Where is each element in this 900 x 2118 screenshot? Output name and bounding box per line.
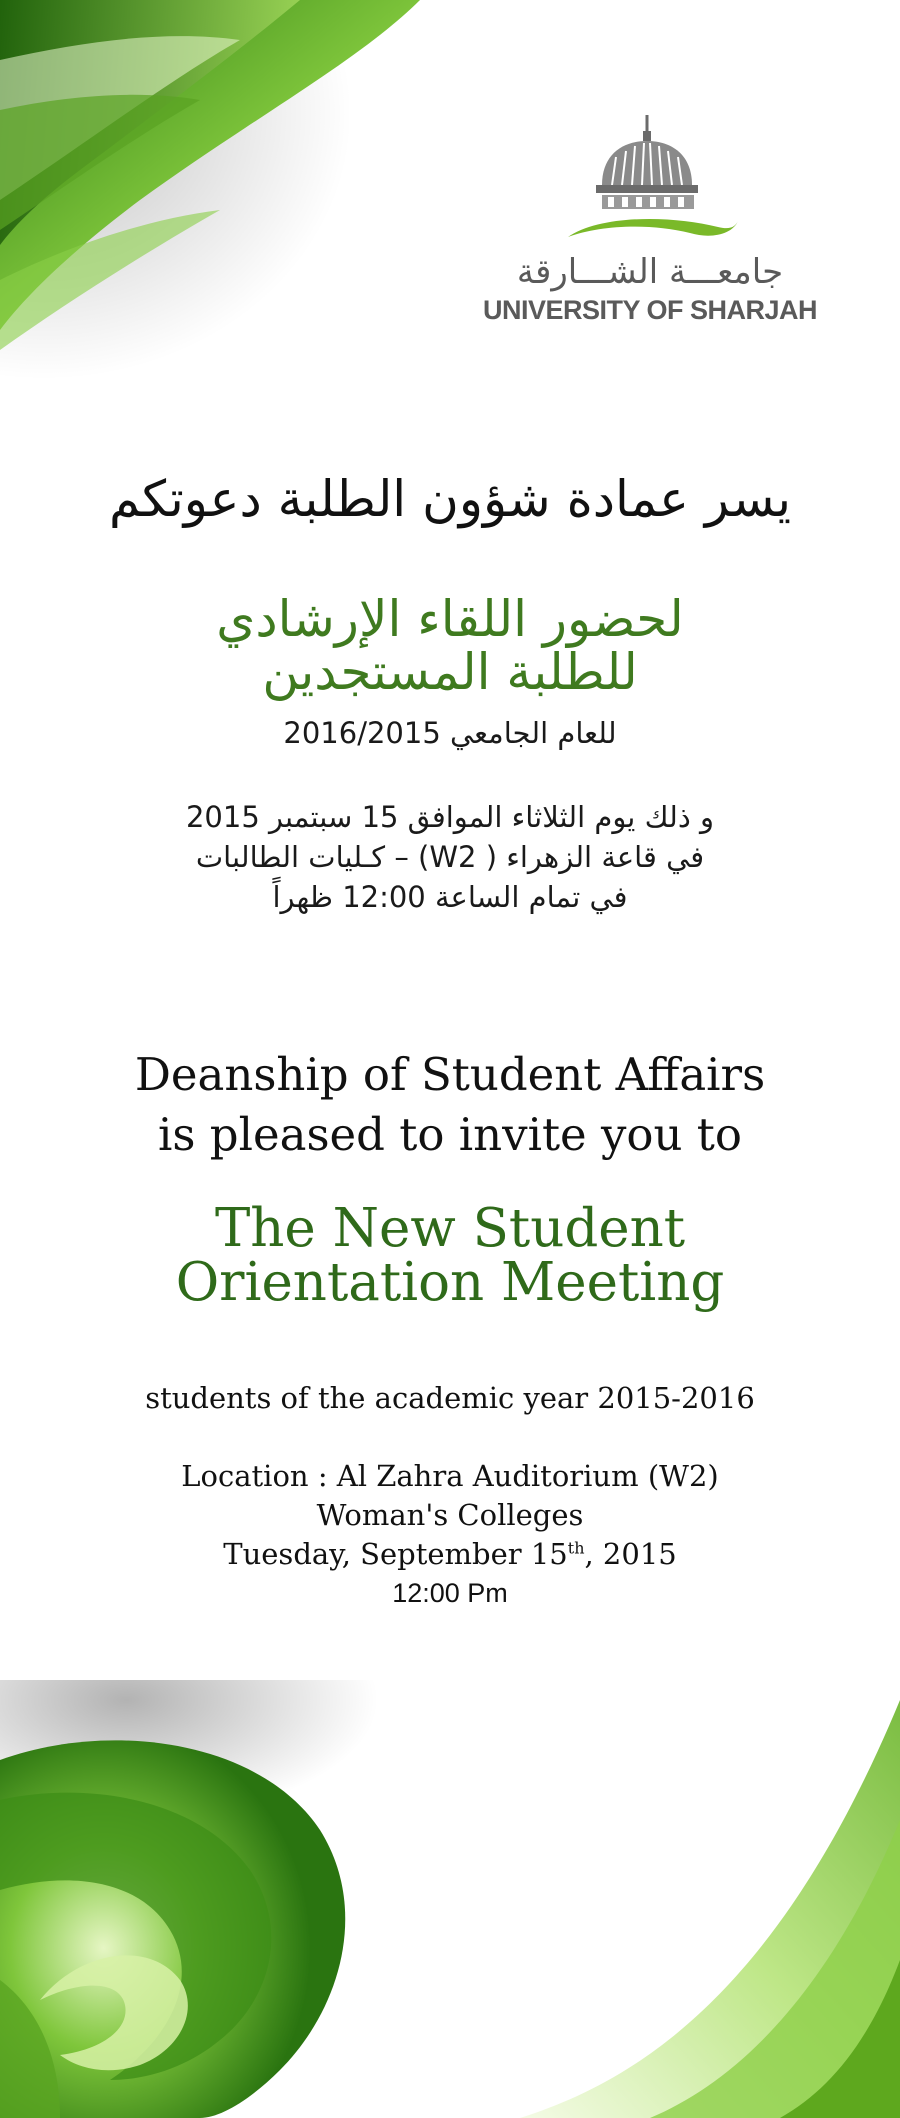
logo-arabic-name: جامعـــة الشـــارقة bbox=[516, 252, 784, 292]
english-time: 12:00 Pm bbox=[392, 1578, 508, 1608]
english-intro-line1: Deanship of Student Affairs bbox=[134, 1048, 766, 1101]
english-date bbox=[0, 1537, 900, 1571]
english-intro-line2: is pleased to invite you to bbox=[158, 1108, 742, 1161]
dome-emblem-icon bbox=[560, 115, 740, 255]
english-academic-year: students of the academic year 2015-2016 bbox=[145, 1381, 755, 1415]
english-date-suffix: th bbox=[567, 1538, 585, 1558]
arabic-time-line: في تمام الساعة 12:00 ظهراً bbox=[272, 880, 628, 914]
green-swirl-top-decoration bbox=[0, 0, 440, 380]
arabic-location-line: في قاعة الزهراء ( W2) – كـليات الطالبات bbox=[195, 840, 705, 874]
arabic-title-line2: للطلبة المستجدين bbox=[262, 643, 638, 701]
arabic-academic-year: للعام الجامعي 2016/2015 bbox=[283, 716, 617, 750]
english-title-line2: Orientation Meeting bbox=[175, 1252, 725, 1313]
english-date-year: , 2015 bbox=[584, 1537, 677, 1571]
english-title-line1: The New Student bbox=[214, 1198, 686, 1259]
arabic-title-line1: لحضور اللقاء الإرشادي bbox=[216, 590, 684, 648]
english-colleges: Woman's Colleges bbox=[316, 1498, 584, 1532]
university-logo bbox=[480, 115, 820, 335]
logo-english-name: UNIVERSITY OF SHARJAH bbox=[482, 295, 818, 325]
english-date-main: Tuesday, September 15 bbox=[223, 1537, 568, 1571]
arabic-intro-text: يسر عمادة شؤون الطلبة دعوتكم bbox=[108, 470, 792, 528]
english-location: Location : Al Zahra Auditorium (W2) bbox=[181, 1459, 719, 1493]
green-swirl-bottom-left-decoration bbox=[0, 1680, 420, 2118]
arabic-date-line: و ذلك يوم الثلاثاء الموافق 15 سبتمبر 2015 bbox=[185, 800, 714, 834]
green-wave-bottom-right-decoration bbox=[480, 1700, 900, 2118]
